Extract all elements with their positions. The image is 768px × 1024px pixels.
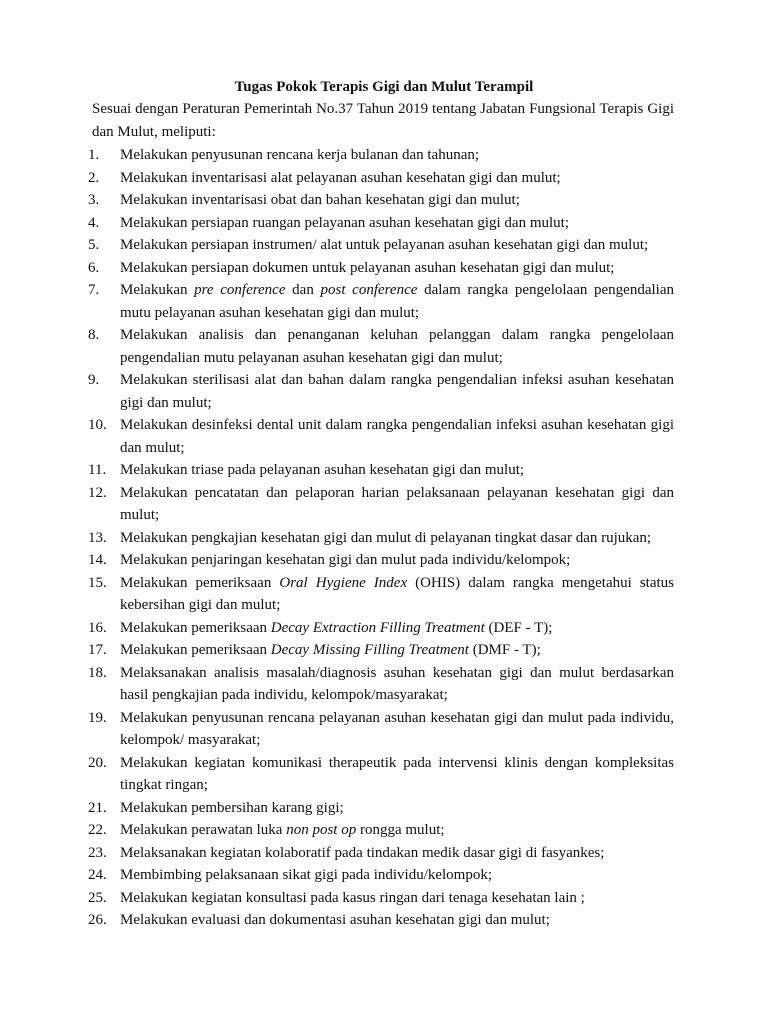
item-text-part: (OHIS) dalam rangka mengetahui status kebersihan gigi dan mulut; [120, 574, 674, 613]
list-item [0, 369, 768, 414]
intro-paragraph: Sesuai dengan Peraturan Pemerintah No.37 Tahun 2019 tentang Jabatan Fungsional Terapis Gigi dan Mulut, meliputi: [92, 101, 674, 140]
item-text-part: Melakukan pemeriksaan [120, 619, 271, 636]
item-text-italic: Decay Missing Filling Treatment [270, 642, 469, 658]
item-text: Melakukan inventarisasi obat dan bahan kesehatan gigi dan mulut; [120, 192, 520, 208]
item-number: 20. [88, 754, 107, 771]
item-number: 6. [88, 259, 100, 276]
list-item [0, 482, 768, 527]
item-text: Membimbing pelaksanaan sikat gigi pada individu/kelompok; [120, 867, 493, 883]
item-number: 7. [88, 282, 100, 298]
item-text [120, 639, 674, 662]
list-item [0, 212, 768, 235]
item-text: Melakukan penyusunan rencana pelayanan asuhan kesehatan gigi dan mulut pada individu, kelompok/ masyarakat; [120, 709, 674, 748]
item-number: 23. [88, 844, 107, 861]
list-item [0, 909, 768, 932]
list-item [0, 572, 768, 617]
item-text: Melakukan persiapan ruangan pelayanan asuhan kesehatan gigi dan mulut; [120, 214, 570, 231]
list-item [0, 167, 768, 190]
item-text: Melakukan desinfeksi dental unit dalam rangka pengendalian infeksi asuhan kesehatan gigi dan mulut; [120, 417, 674, 456]
item-text: Melakukan pencatatan dan pelaporan harian pelaksanaan pelayanan kesehatan gigi dan mulut; [120, 484, 674, 523]
item-number: 25. [88, 889, 107, 906]
list-item [0, 662, 768, 707]
item-text: Melakukan inventarisasi alat pelayanan asuhan kesehatan gigi dan mulut; [120, 169, 561, 186]
list-item [0, 797, 768, 820]
item-text-italic: Decay Extraction Filling Treatment [270, 619, 485, 636]
item-text: Melakukan penyusunan rencana kerja bulanan dan tahunan; [120, 147, 480, 163]
item-number: 1. [88, 147, 100, 163]
item-number: 8. [88, 327, 100, 343]
item-text-italic: pre conference [194, 282, 286, 298]
item-number: 10. [88, 417, 107, 433]
item-text: Melakukan persiapan dokumen untuk pelayanan asuhan kesehatan gigi dan mulut; [120, 259, 615, 276]
item-number: 2. [88, 169, 100, 186]
item-text: Melakukan penjaringan kesehatan gigi dan mulut pada individu/kelompok; [120, 552, 571, 568]
item-text-part: Melakukan perawatan luka [120, 822, 287, 838]
item-number: 21. [88, 799, 107, 816]
item-text: Melakukan pengkajian kesehatan gigi dan mulut di pelayanan tingkat dasar dan rujukan; [120, 529, 652, 546]
list-item [0, 189, 768, 212]
document-title: Tugas Pokok Terapis Gigi dan Mulut Terampil [234, 79, 534, 95]
item-text-part: dan [285, 282, 321, 298]
list-item [0, 234, 768, 257]
item-text: Melakukan kegiatan konsultasi pada kasus ringan dari tenaga kesehatan lain ; [120, 889, 585, 906]
item-text [120, 617, 674, 640]
item-text [120, 819, 674, 842]
item-number: 14. [88, 552, 107, 568]
list-item [0, 414, 768, 459]
item-text [120, 572, 674, 617]
list-item [0, 257, 768, 280]
list-item [0, 842, 768, 865]
item-text-part: dalam rangka pengelolaan pengendalian mutu pelayanan asuhan kesehatan gigi dan mulut; [120, 282, 674, 321]
list-item [0, 819, 768, 842]
item-text: Melaksanakan kegiatan kolaboratif pada tindakan medik dasar gigi di fasyankes; [120, 844, 605, 861]
list-item [0, 324, 768, 369]
item-text-part: (DMF - T); [468, 642, 541, 658]
list-item [0, 864, 768, 887]
item-text: Melakukan persiapan instrumen/ alat untuk pelayanan asuhan kesehatan gigi dan mulut; [120, 237, 649, 253]
item-text: Melakukan analisis dan penanganan keluhan pelanggan dalam rangka pengelolaan pengendalian mutu pelayanan asuhan kesehatan gigi dan mulut; [120, 327, 674, 366]
item-number: 4. [88, 214, 100, 231]
item-text-part: Melakukan pemeriksaan [120, 642, 271, 658]
item-number: 22. [88, 822, 107, 838]
list-item [0, 527, 768, 550]
item-number: 9. [88, 372, 100, 388]
item-number: 19. [88, 709, 107, 726]
item-number: 26. [88, 912, 107, 928]
item-text-italic: non post op [286, 822, 357, 838]
item-text: Melakukan sterilisasi alat dan bahan dalam rangka pengendalian infeksi asuhan kesehatan gigi dan mulut; [120, 372, 674, 411]
item-text-part: Melakukan [120, 282, 195, 298]
item-number: 13. [88, 529, 107, 546]
item-text-italic: post conference [320, 282, 418, 298]
item-text: Melakukan kegiatan komunikasi therapeutik pada intervensi klinis dengan kompleksitas tingkat ringan; [120, 754, 674, 793]
item-number: 17. [88, 642, 107, 658]
item-number: 15. [88, 574, 107, 591]
list-item [0, 144, 768, 167]
item-text [120, 279, 674, 324]
list-item [0, 707, 768, 752]
item-text-part: Melakukan pemeriksaan [120, 574, 280, 591]
list-item [0, 459, 768, 482]
duty-list [0, 144, 768, 932]
item-number: 18. [88, 664, 107, 681]
item-number: 3. [88, 192, 100, 208]
item-text: Melakukan evaluasi dan dokumentasi asuhan kesehatan gigi dan mulut; [120, 912, 550, 928]
item-text: Melaksanakan analisis masalah/diagnosis asuhan kesehatan gigi dan mulut berdasarkan hasil pengkajian pada individu, kelompok/masyarakat; [120, 664, 674, 703]
item-number: 5. [88, 237, 100, 253]
item-number: 11. [88, 462, 107, 478]
item-text: Melakukan triase pada pelayanan asuhan kesehatan gigi dan mulut; [120, 462, 525, 478]
list-item [0, 279, 768, 324]
list-item [0, 639, 768, 662]
list-item [0, 752, 768, 797]
item-text: Melakukan pembersihan karang gigi; [120, 799, 344, 816]
list-item [0, 617, 768, 640]
list-item [0, 887, 768, 910]
item-text-part: (DEF - T); [484, 619, 553, 636]
item-text-part: rongga mulut; [356, 822, 445, 838]
list-item [0, 549, 768, 572]
item-number: 16. [88, 619, 107, 636]
item-text-italic: Oral Hygiene Index [279, 574, 408, 591]
item-number: 12. [88, 484, 107, 501]
item-number: 24. [88, 867, 107, 883]
